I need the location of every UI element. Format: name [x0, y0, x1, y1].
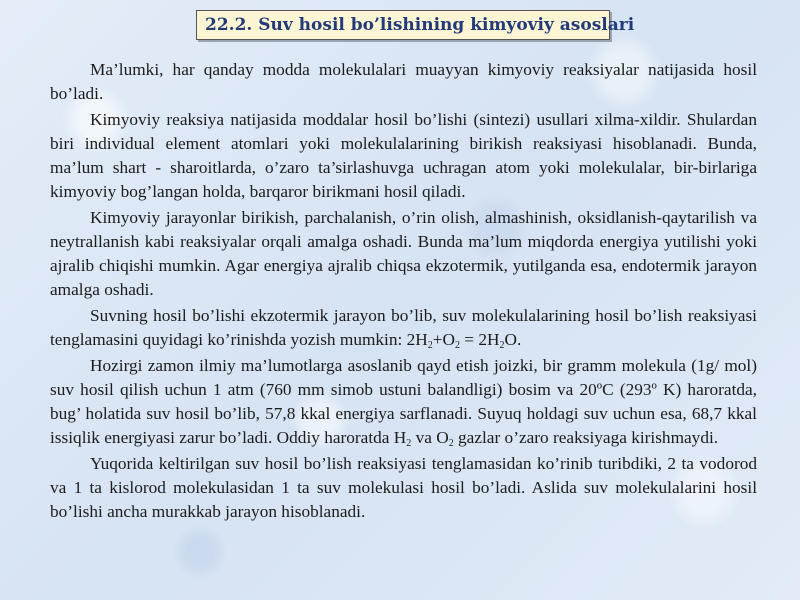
- paragraph-4-text: Suvning hosil bo’lishi ekzotermik jarayon bo’lib, suv molekulalarining hosil bo’lish reaksiyasi tenglamasini quyidagi ko’rinishda yozish mumkin:: [50, 306, 757, 349]
- reaction-equation: $2H_2+O_2 = 2H_2O$.: [406, 330, 522, 351]
- paragraph-4: [50, 304, 757, 352]
- gas-formulas: $H_2$ va $O_2$ gazlar o’zaro reaksiyaga kirishmaydi.: [393, 428, 719, 449]
- paragraph-3: Kimyoviy jarayonlar birikish, parchalanish, o’rin olish, almashinish, oksidlanish-qaytarilish va neytrallanish kabi reaksiyalar orqali amalga oshadi. Bunda ma’lum miqdorda energiya yutilishi yoki ajralib chiqishi mumkin. Agar energiya ajralib chiqsa ekzotermik, yutilganda esa, endotermik jarayon amalga oshadi.: [50, 208, 757, 299]
- section-title: [196, 10, 635, 40]
- paragraph-5: [50, 354, 757, 450]
- section-title-text: 22.2. Suv hosil bo’lishining kimyoviy asoslari: [205, 15, 635, 35]
- paragraph-5-text: Hozirgi zamon ilmiy ma’lumotlarga asoslanib qayd etish joizki, bir gramm molekula (1g/ mol) suv hosil qilish uchun 1 atm (760 mm simob ustuni balandligi) bosim va 20ºC (293º K) haroratda, bug’ holatida suv hosil bo’lib, 57,8 kkal energiya sarflanadi. Suyuq holdagi suv uchun esa, 68,7 kkal issiqlik energiyasi zarur bo’ladi. Oddiy haroratda: [50, 356, 757, 447]
- paragraph-6: Yuqorida keltirilgan suv hosil bo’lish reaksiyasi tenglamasidan ko’rinib turibdiki, 2 ta vodorod va 1 ta kislorod molekulasidan 1 ta suv molekulasi hosil bo’ladi. Aslida suv molekulalarini hosil bo’lishi ancha murakkab jarayon hisoblanadi.: [50, 454, 757, 521]
- paragraph-2: Kimyoviy reaksiya natijasida moddalar hosil bo’lishi (sintezi) usullari xilma-xildir. Shulardan biri individual element atomlari yoki molekulalarining birikish reaksiyasi hisoblanadi. Bunda, ma’lum shart - sharoitlarda, o’zaro ta’sirlashuvga uchragan atom yoki molekulalar, bir-birlariga kimyoviy bog’langan holda, barqaror birikmani hosil qiladi.: [50, 110, 757, 201]
- document-body: [50, 58, 757, 526]
- paragraph-1: Ma’lumki, har qanday modda molekulalari muayyan kimyoviy reaksiyalar natijasida hosil bo’ladi.: [50, 60, 757, 103]
